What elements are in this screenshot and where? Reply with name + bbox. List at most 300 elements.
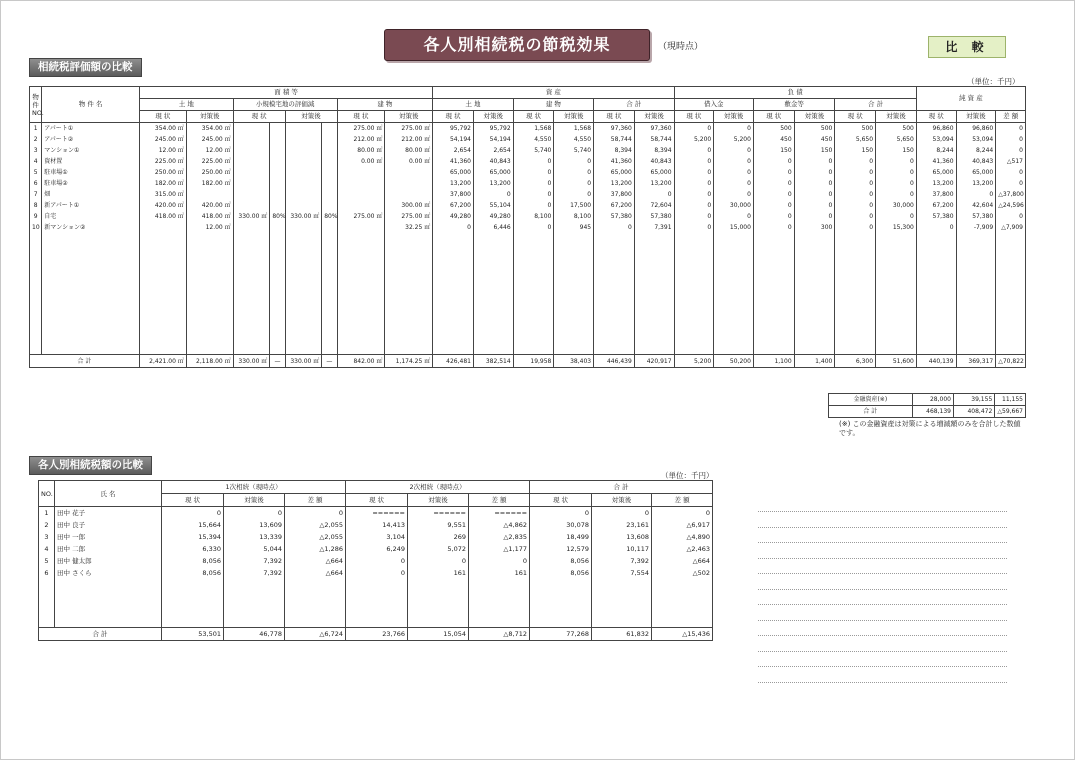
table-row xyxy=(30,145,1026,156)
blank-cell xyxy=(592,603,652,615)
blank-cell xyxy=(473,288,513,299)
blank-cell xyxy=(233,343,270,355)
sub-header-diff: 差 額 xyxy=(285,494,346,507)
blank-cell xyxy=(473,244,513,255)
cell-lt_c: 5,650 xyxy=(835,134,876,145)
row-no: 7 xyxy=(30,189,42,200)
blank-cell xyxy=(408,615,469,628)
blank-cell xyxy=(270,277,285,288)
table-row xyxy=(39,507,713,520)
cell-bu_c: 275.00 ㎡ xyxy=(337,123,385,135)
page-title: 各人別相続税の節税効果 xyxy=(384,29,650,61)
sub-header-current: 現 状 xyxy=(835,111,876,123)
blank-cell xyxy=(513,332,554,343)
blank-cell xyxy=(285,332,322,343)
cell-n_a: 8,244 xyxy=(956,145,996,156)
blank-cell xyxy=(30,244,42,255)
blank-cell xyxy=(385,277,433,288)
cell-sl_cp xyxy=(270,178,285,189)
blank-cell xyxy=(674,277,714,288)
cell-lb_a: 0 xyxy=(714,189,754,200)
total-n_d: △70,822 xyxy=(996,355,1026,368)
blank-cell xyxy=(592,579,652,591)
cell-la_a: 12.00 ㎡ xyxy=(186,222,233,233)
cell-bu_a xyxy=(385,178,433,189)
cell-al_c: 0 xyxy=(433,222,474,233)
blank-cell xyxy=(876,288,917,299)
blank-cell xyxy=(186,244,233,255)
col-net: 純 資 産 xyxy=(916,87,1025,111)
blank-cell xyxy=(835,321,876,332)
asset-table-body xyxy=(30,87,1026,368)
blank-row xyxy=(30,244,1026,255)
blank-cell xyxy=(835,244,876,255)
cell-lb_c: 5,200 xyxy=(674,134,714,145)
cell-n_c: 67,200 xyxy=(916,200,956,211)
blank-cell xyxy=(835,233,876,244)
cell-n_c: 53,094 xyxy=(916,134,956,145)
total-t_c: 77,268 xyxy=(530,628,592,641)
blank-cell xyxy=(794,343,835,355)
cell-f_d: △2,055 xyxy=(285,531,346,543)
blank-cell xyxy=(186,343,233,355)
blank-cell xyxy=(385,244,433,255)
row-property-name: 駐車場② xyxy=(42,178,140,189)
cell-ld_a: 150 xyxy=(794,145,835,156)
blank-cell xyxy=(956,288,996,299)
cell-ab_a: 8,100 xyxy=(554,211,594,222)
cell-sl_cp xyxy=(270,200,285,211)
blank-cell xyxy=(753,321,794,332)
cell-ab_c: 4,550 xyxy=(513,134,554,145)
cell-s_a: 9,551 xyxy=(408,519,469,531)
cell-at_c: 8,394 xyxy=(594,145,635,156)
cell-t_c: 0 xyxy=(530,507,592,520)
cell-al_a: 54,194 xyxy=(473,134,513,145)
cell-ld_c: 0 xyxy=(753,211,794,222)
blank-cell xyxy=(385,255,433,266)
cell-f_a: 0 xyxy=(224,507,285,520)
cell-n_a: 57,380 xyxy=(956,211,996,222)
cell-al_c: 2,654 xyxy=(433,145,474,156)
cell-la_c: 420.00 ㎡ xyxy=(139,200,186,211)
blank-cell xyxy=(753,288,794,299)
row-property-name: 新マンション② xyxy=(42,222,140,233)
blank-cell xyxy=(554,321,594,332)
blank-cell xyxy=(233,332,270,343)
row-no: 9 xyxy=(30,211,42,222)
cell-sl_cp xyxy=(270,156,285,167)
cell-lt_a: 0 xyxy=(876,178,917,189)
blank-cell xyxy=(322,233,337,244)
blank-cell xyxy=(753,244,794,255)
blank-cell xyxy=(285,321,322,332)
financial-assets-table xyxy=(828,393,1026,418)
blank-cell xyxy=(956,310,996,321)
blank-cell xyxy=(513,343,554,355)
cell-bu_c xyxy=(337,222,385,233)
cell-s_a: ====== xyxy=(408,507,469,520)
cell-n_a: 0 xyxy=(956,189,996,200)
cell-t_a: 7,554 xyxy=(592,567,652,579)
blank-cell xyxy=(996,332,1026,343)
blank-cell xyxy=(956,343,996,355)
blank-cell xyxy=(30,288,42,299)
blank-cell xyxy=(794,310,835,321)
blank-cell xyxy=(876,299,917,310)
cell-at_a: 72,604 xyxy=(634,200,674,211)
blank-cell xyxy=(956,332,996,343)
cell-sl_c xyxy=(233,178,270,189)
col2-no: NO. xyxy=(39,481,55,507)
blank-cell xyxy=(385,321,433,332)
blank-row xyxy=(30,332,1026,343)
cell-ab_c: 0 xyxy=(513,178,554,189)
row-person-name: 田中 花子 xyxy=(55,507,162,520)
blank-cell xyxy=(186,321,233,332)
blank-cell xyxy=(270,321,285,332)
blank-cell xyxy=(285,288,322,299)
blank-cell xyxy=(714,321,754,332)
blank-cell xyxy=(554,233,594,244)
blank-cell xyxy=(530,603,592,615)
blank-cell xyxy=(139,266,186,277)
blank-cell xyxy=(996,266,1026,277)
cell-at_a: 58,744 xyxy=(634,134,674,145)
blank-cell xyxy=(996,343,1026,355)
table-row xyxy=(39,555,713,567)
blank-cell xyxy=(433,277,474,288)
total-n_c: 440,139 xyxy=(916,355,956,368)
cell-al_a: 40,843 xyxy=(473,156,513,167)
cell-al_c: 41,360 xyxy=(433,156,474,167)
blank-cell xyxy=(674,299,714,310)
blank-cell xyxy=(753,310,794,321)
cell-sl_ap xyxy=(322,156,337,167)
cell-lt_a: 15,300 xyxy=(876,222,917,233)
table-row xyxy=(39,567,713,579)
cell-n_a: -7,909 xyxy=(956,222,996,233)
cell-sl_ap xyxy=(322,123,337,135)
cell-lt_c: 0 xyxy=(835,211,876,222)
cell-lt_c: 0 xyxy=(835,178,876,189)
cell-sl_ap xyxy=(322,189,337,200)
blank-cell xyxy=(473,332,513,343)
row-no: 4 xyxy=(39,543,55,555)
blank-cell xyxy=(996,299,1026,310)
blank-cell xyxy=(956,255,996,266)
blank-cell xyxy=(714,277,754,288)
total-s_c: 23,766 xyxy=(346,628,408,641)
blank-cell xyxy=(30,343,42,355)
cell-sl_ap: 80% xyxy=(322,211,337,222)
blank-cell xyxy=(634,277,674,288)
blank-cell xyxy=(30,321,42,332)
blank-cell xyxy=(634,343,674,355)
sub-header-row xyxy=(30,111,1026,123)
tax-table-body xyxy=(39,481,713,641)
blank-cell xyxy=(916,310,956,321)
cell-lt_a: 0 xyxy=(876,156,917,167)
blank-cell xyxy=(433,233,474,244)
blank-cell xyxy=(916,233,956,244)
blank-cell xyxy=(224,591,285,603)
total-row xyxy=(30,355,1026,368)
total-sl_c: 330.00 ㎡ xyxy=(233,355,270,368)
cell-s_a: 5,072 xyxy=(408,543,469,555)
blank-cell xyxy=(876,244,917,255)
cell-ab_a: 4,550 xyxy=(554,134,594,145)
blank-cell xyxy=(433,343,474,355)
blank-cell xyxy=(30,255,42,266)
cell-sl_c xyxy=(233,145,270,156)
cell-lt_a: 500 xyxy=(876,123,917,135)
sub-header-current: 現 状 xyxy=(530,494,592,507)
sub-header-after: 対策後 xyxy=(385,111,433,123)
blank-cell xyxy=(337,321,385,332)
blank-cell xyxy=(346,615,408,628)
cell-al_a: 6,446 xyxy=(473,222,513,233)
sub-header-after: 対策後 xyxy=(714,111,754,123)
memo-line xyxy=(758,682,1007,683)
cell-la_a: 182.00 ㎡ xyxy=(186,178,233,189)
sub-header-current: 現 状 xyxy=(674,111,714,123)
row-person-name: 田中 一郎 xyxy=(55,531,162,543)
cell-s_a: 161 xyxy=(408,567,469,579)
blank-cell xyxy=(55,591,162,603)
cell-sl_cp: 80% xyxy=(270,211,285,222)
blank-cell xyxy=(996,321,1026,332)
cell-ld_c: 500 xyxy=(753,123,794,135)
blank-cell xyxy=(876,332,917,343)
table-row xyxy=(30,134,1026,145)
blank-cell xyxy=(186,277,233,288)
blank-cell xyxy=(513,244,554,255)
cell-sl_ap xyxy=(322,145,337,156)
total-row xyxy=(39,628,713,641)
blank-cell xyxy=(224,579,285,591)
blank-cell xyxy=(385,299,433,310)
cell-lt_c: 0 xyxy=(835,222,876,233)
blank-row xyxy=(39,603,713,615)
blank-cell xyxy=(433,266,474,277)
cell-la_c: 250.00 ㎡ xyxy=(139,167,186,178)
blank-cell xyxy=(513,321,554,332)
blank-cell xyxy=(530,579,592,591)
section1-unit: （単位：千円） xyxy=(967,77,1020,86)
cell-bu_c xyxy=(337,189,385,200)
blank-cell xyxy=(674,310,714,321)
financial-diff: 11,155 xyxy=(995,394,1026,406)
table-row xyxy=(30,200,1026,211)
row-person-name: 田中 健太郎 xyxy=(55,555,162,567)
cell-at_a: 8,394 xyxy=(634,145,674,156)
blank-cell xyxy=(337,343,385,355)
cell-sl_a: 330.00 ㎡ xyxy=(285,211,322,222)
blank-cell xyxy=(652,615,713,628)
cell-s_c: 14,413 xyxy=(346,519,408,531)
col-assets-total: 合 計 xyxy=(594,99,674,111)
blank-cell xyxy=(916,332,956,343)
cell-s_c: 6,249 xyxy=(346,543,408,555)
cell-f_a: 7,392 xyxy=(224,555,285,567)
grand-total-row xyxy=(829,406,1026,418)
blank-cell xyxy=(794,332,835,343)
blank-cell xyxy=(385,332,433,343)
blank-cell xyxy=(513,255,554,266)
sub-header-diff: 差 額 xyxy=(996,111,1026,123)
memo-line xyxy=(758,651,1007,652)
blank-cell xyxy=(835,266,876,277)
blank-cell xyxy=(186,299,233,310)
blank-cell xyxy=(996,244,1026,255)
row-no: 5 xyxy=(39,555,55,567)
blank-cell xyxy=(270,299,285,310)
blank-cell xyxy=(594,310,635,321)
cell-n_d: 0 xyxy=(996,123,1026,135)
blank-cell xyxy=(139,288,186,299)
blank-cell xyxy=(285,591,346,603)
cell-at_a: 13,200 xyxy=(634,178,674,189)
blank-row xyxy=(39,591,713,603)
cell-lt_c: 0 xyxy=(835,200,876,211)
blank-cell xyxy=(322,343,337,355)
blank-cell xyxy=(916,277,956,288)
blank-cell xyxy=(433,244,474,255)
cell-n_d: △7,909 xyxy=(996,222,1026,233)
blank-cell xyxy=(714,255,754,266)
cell-ab_c: 8,100 xyxy=(513,211,554,222)
cell-al_c: 49,280 xyxy=(433,211,474,222)
blank-cell xyxy=(554,299,594,310)
blank-row xyxy=(30,321,1026,332)
blank-cell xyxy=(996,255,1026,266)
blank-cell xyxy=(554,244,594,255)
cell-ld_c: 0 xyxy=(753,200,794,211)
blank-cell xyxy=(139,321,186,332)
blank-cell xyxy=(714,233,754,244)
sub-header-after: 対策後 xyxy=(876,111,917,123)
cell-s_a: 0 xyxy=(408,555,469,567)
blank-cell xyxy=(322,255,337,266)
sub-header-after: 対策後 xyxy=(186,111,233,123)
row-property-name: 自宅 xyxy=(42,211,140,222)
cell-lt_a: 5,650 xyxy=(876,134,917,145)
blank-cell xyxy=(996,233,1026,244)
total-bu_c: 842.00 ㎡ xyxy=(337,355,385,368)
blank-cell xyxy=(594,343,635,355)
blank-cell xyxy=(42,299,140,310)
cell-lb_a: 5,200 xyxy=(714,134,754,145)
blank-cell xyxy=(139,277,186,288)
blank-cell xyxy=(554,255,594,266)
cell-at_c: 97,360 xyxy=(594,123,635,135)
cell-s_d: 0 xyxy=(469,555,530,567)
blank-cell xyxy=(322,299,337,310)
blank-cell xyxy=(634,233,674,244)
blank-cell xyxy=(385,343,433,355)
blank-cell xyxy=(42,310,140,321)
blank-cell xyxy=(186,266,233,277)
blank-cell xyxy=(408,591,469,603)
blank-cell xyxy=(753,277,794,288)
blank-cell xyxy=(337,310,385,321)
row-no: 3 xyxy=(30,145,42,156)
financial-current: 28,000 xyxy=(912,394,953,406)
blank-cell xyxy=(433,332,474,343)
blank-cell xyxy=(469,615,530,628)
blank-cell xyxy=(433,288,474,299)
cell-f_d: △1,286 xyxy=(285,543,346,555)
cell-ab_a: 17,500 xyxy=(554,200,594,211)
blank-cell xyxy=(224,603,285,615)
sub-header-current: 現 状 xyxy=(346,494,408,507)
section2-title: 各人別相続税額の比較 xyxy=(29,456,152,475)
blank-cell xyxy=(42,321,140,332)
row-no: 10 xyxy=(30,222,42,233)
blank-cell xyxy=(554,332,594,343)
col2-name: 氏 名 xyxy=(55,481,162,507)
blank-cell xyxy=(186,233,233,244)
row-property-name: マンション① xyxy=(42,145,140,156)
cell-lb_a: 0 xyxy=(714,156,754,167)
blank-cell xyxy=(794,321,835,332)
blank-cell xyxy=(233,310,270,321)
cell-la_c: 225.00 ㎡ xyxy=(139,156,186,167)
blank-cell xyxy=(322,310,337,321)
cell-t_d: 0 xyxy=(652,507,713,520)
cell-la_a xyxy=(186,189,233,200)
cell-lt_c: 0 xyxy=(835,167,876,178)
cell-n_c: 0 xyxy=(916,222,956,233)
blank-cell xyxy=(916,321,956,332)
row-no: 6 xyxy=(39,567,55,579)
cell-ab_c: 0 xyxy=(513,167,554,178)
financial-label: 金融資産(※) xyxy=(829,394,913,406)
blank-cell xyxy=(337,255,385,266)
col-liab-total: 合 計 xyxy=(835,99,916,111)
blank-cell xyxy=(674,343,714,355)
cell-bu_a: 32.25 ㎡ xyxy=(385,222,433,233)
blank-cell xyxy=(139,332,186,343)
blank-row xyxy=(30,233,1026,244)
cell-sl_cp xyxy=(270,189,285,200)
blank-cell xyxy=(55,579,162,591)
col2-first: 1次相続（現時点） xyxy=(162,481,346,494)
blank-cell xyxy=(469,591,530,603)
blank-cell xyxy=(233,233,270,244)
blank-cell xyxy=(42,255,140,266)
blank-cell xyxy=(30,277,42,288)
cell-s_c: 0 xyxy=(346,555,408,567)
cell-n_c: 13,200 xyxy=(916,178,956,189)
blank-cell xyxy=(433,299,474,310)
blank-cell xyxy=(55,603,162,615)
blank-row xyxy=(30,310,1026,321)
cell-bu_a: 0.00 ㎡ xyxy=(385,156,433,167)
total-label: 合 計 xyxy=(30,355,140,368)
sub-header-current: 現 状 xyxy=(433,111,474,123)
blank-cell xyxy=(433,321,474,332)
blank-cell xyxy=(674,332,714,343)
total-al_a: 382,514 xyxy=(473,355,513,368)
memo-line xyxy=(758,620,1007,621)
cell-sl_a xyxy=(285,222,322,233)
blank-cell xyxy=(408,579,469,591)
cell-ab_a: 1,568 xyxy=(554,123,594,135)
cell-ld_c: 450 xyxy=(753,134,794,145)
grand-total-after: 408,472 xyxy=(953,406,994,418)
